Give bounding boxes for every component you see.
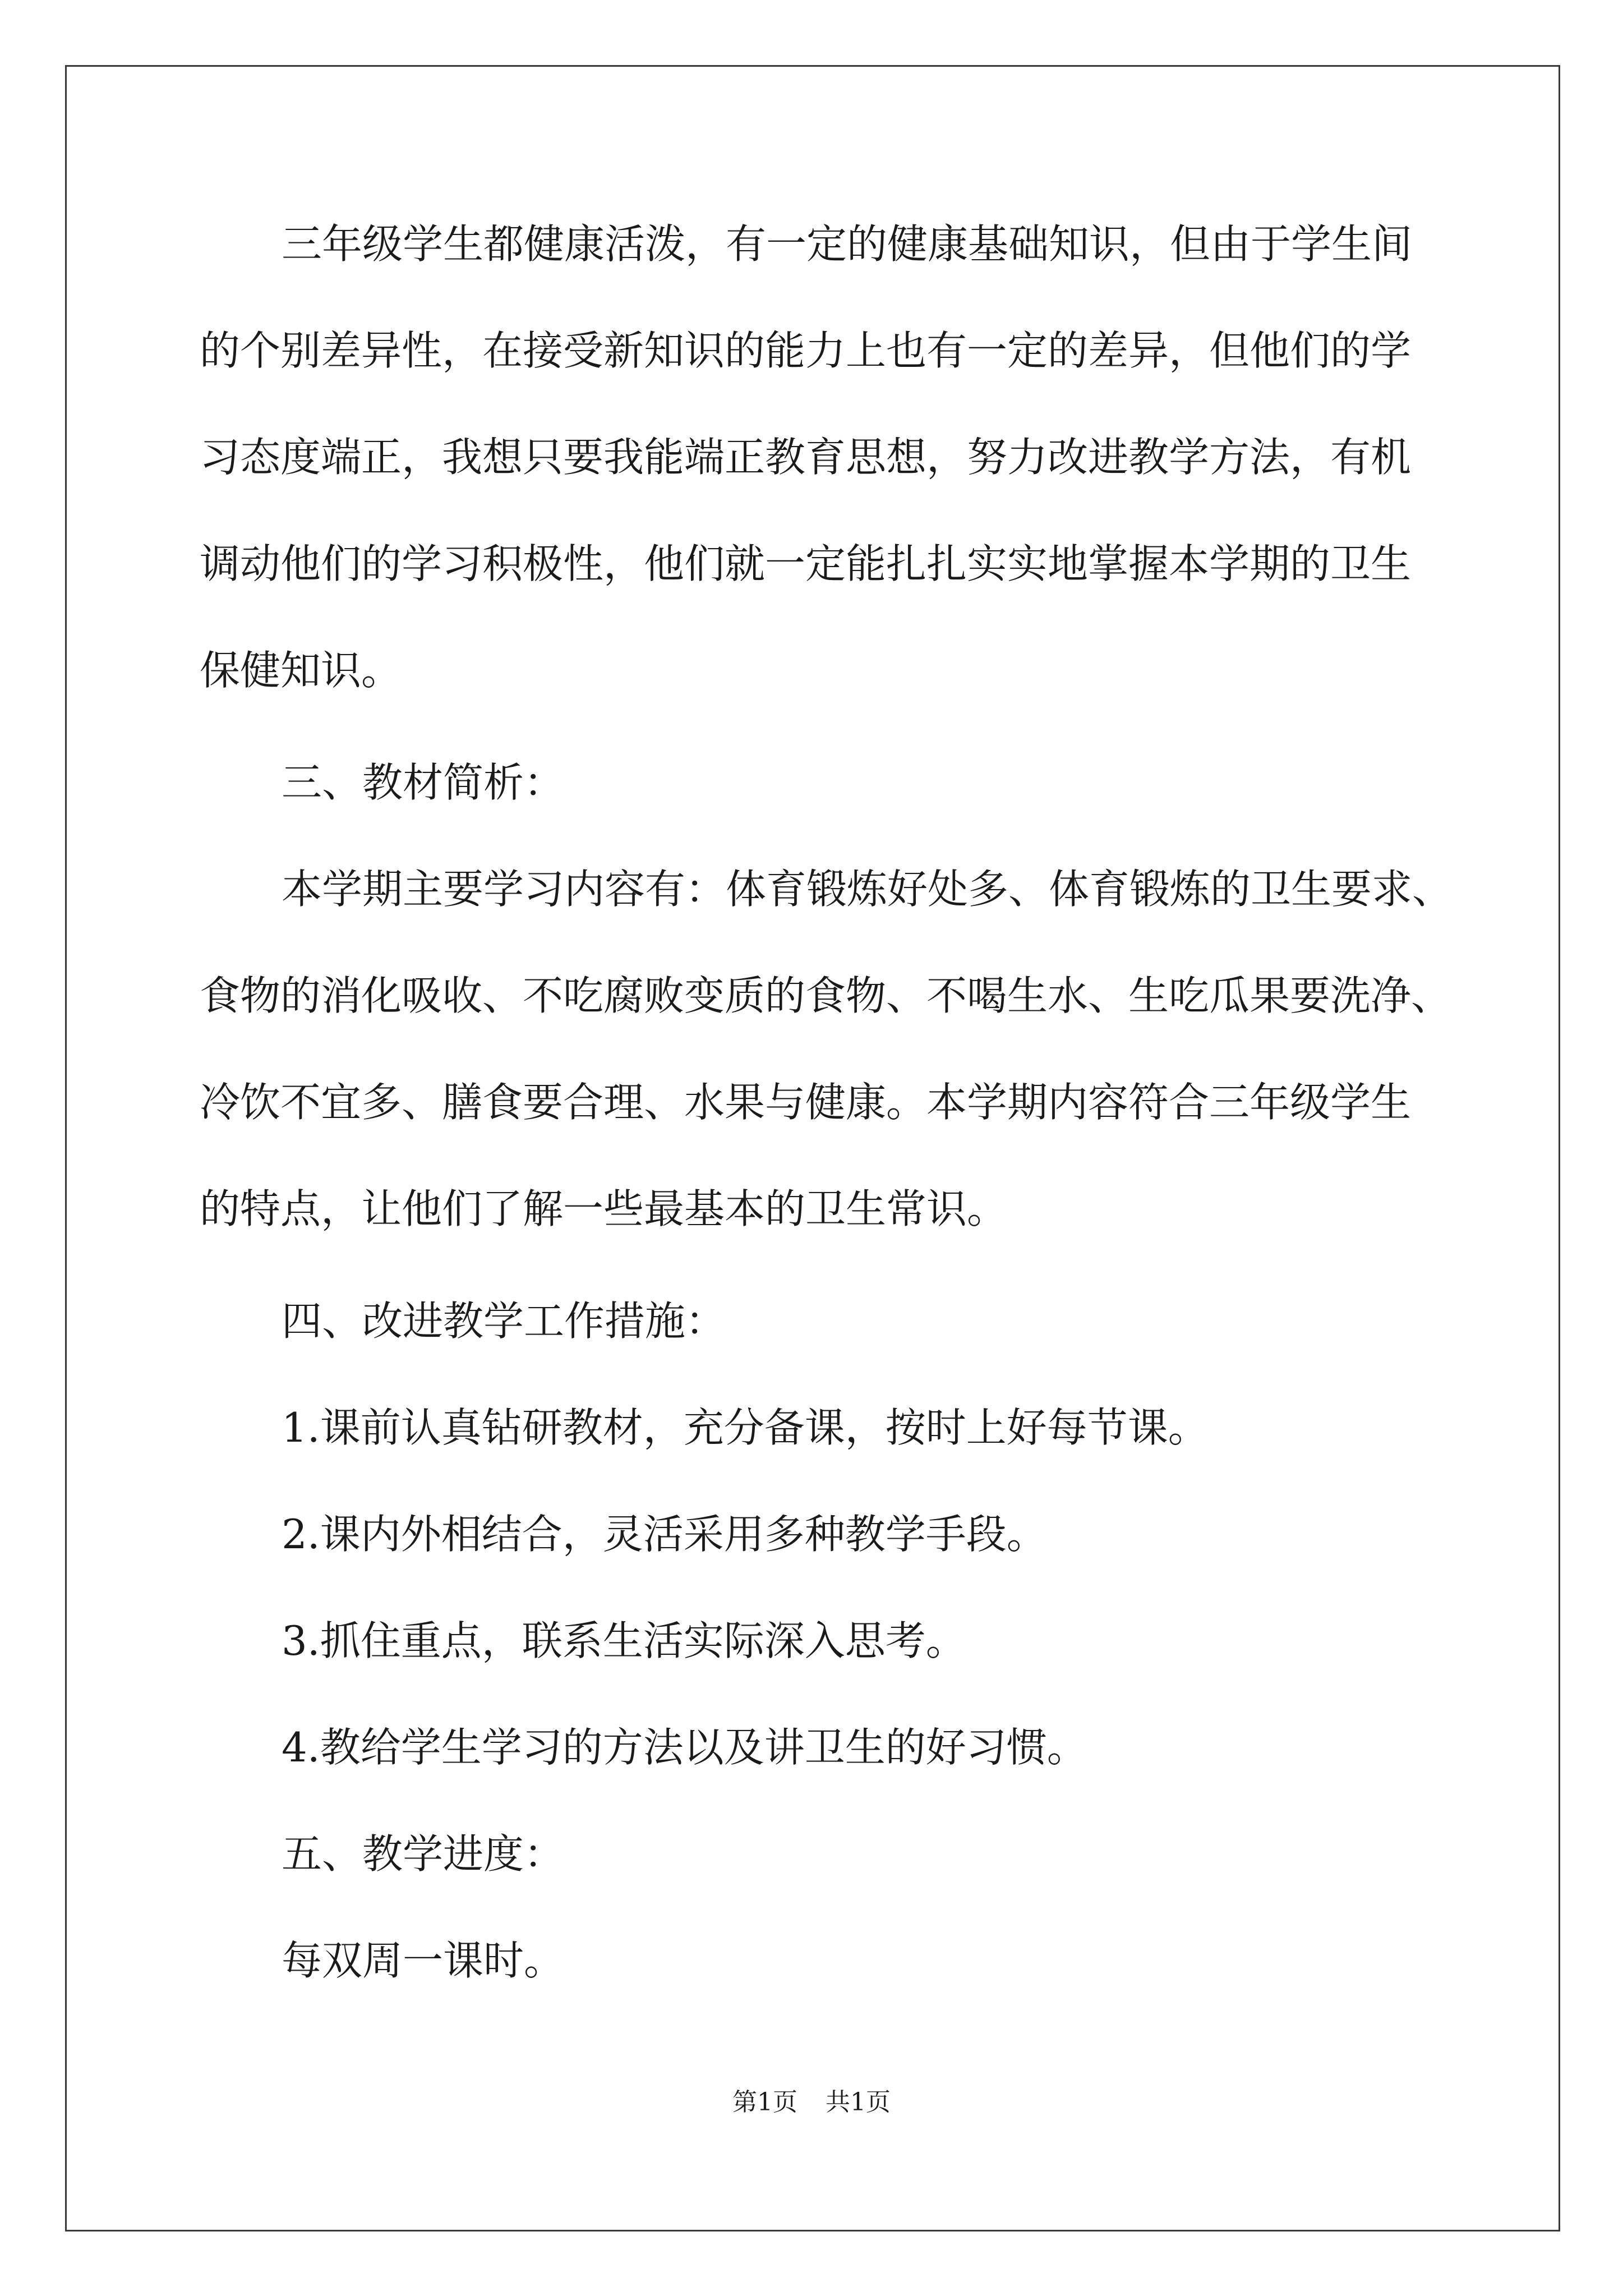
page-number-total: 共1页 bbox=[826, 2088, 891, 2116]
paragraph-line: 食物的消化吸收、不吃腐败变质的食物、不喝生水、生吃瓜果要洗净、 bbox=[200, 972, 1452, 1019]
section-heading: 四、改进教学工作措施： bbox=[282, 1297, 726, 1345]
paragraph-line: 的个别差异性，在接受新知识的能力上也有一定的差异，但他们的学 bbox=[200, 327, 1412, 374]
paragraph-line: 保健知识。 bbox=[200, 647, 402, 694]
section-heading: 三、教材简析： bbox=[282, 759, 565, 806]
list-item: 4.教给学生学习的方法以及讲卫生的好习惯。 bbox=[282, 1724, 1087, 1771]
paragraph-line: 冷饮不宜多、膳食要合理、水果与健康。本学期内容符合三年级学生 bbox=[200, 1079, 1412, 1126]
page-footer bbox=[0, 2086, 1623, 2119]
paragraph-line: 习态度端正，我想只要我能端正教育思想，努力改进教学方法，有机 bbox=[200, 434, 1412, 481]
paragraph-line: 的特点，让他们了解一些最基本的卫生常识。 bbox=[200, 1185, 1008, 1232]
paragraph-line: 调动他们的学习积极性，他们就一定能扎扎实实地掌握本学期的卫生 bbox=[200, 540, 1412, 587]
list-item: 2.课内外相结合，灵活采用多种教学手段。 bbox=[282, 1511, 1047, 1558]
list-item: 3.抓住重点，联系生活实际深入思考。 bbox=[282, 1617, 966, 1664]
paragraph-line: 三年级学生都健康活泼，有一定的健康基础知识，但由于学生间 bbox=[282, 220, 1413, 268]
paragraph-line: 每双周一课时。 bbox=[282, 1937, 565, 1984]
paragraph-line: 本学期主要学习内容有：体育锻炼好处多、体育锻炼的卫生要求、 bbox=[282, 866, 1453, 913]
page-border bbox=[65, 65, 1560, 2231]
page-number-current: 第1页 bbox=[732, 2088, 797, 2116]
list-item: 1.课前认真钻研教材，充分备课，按时上好每节课。 bbox=[282, 1404, 1209, 1451]
section-heading: 五、教学进度： bbox=[282, 1830, 565, 1878]
